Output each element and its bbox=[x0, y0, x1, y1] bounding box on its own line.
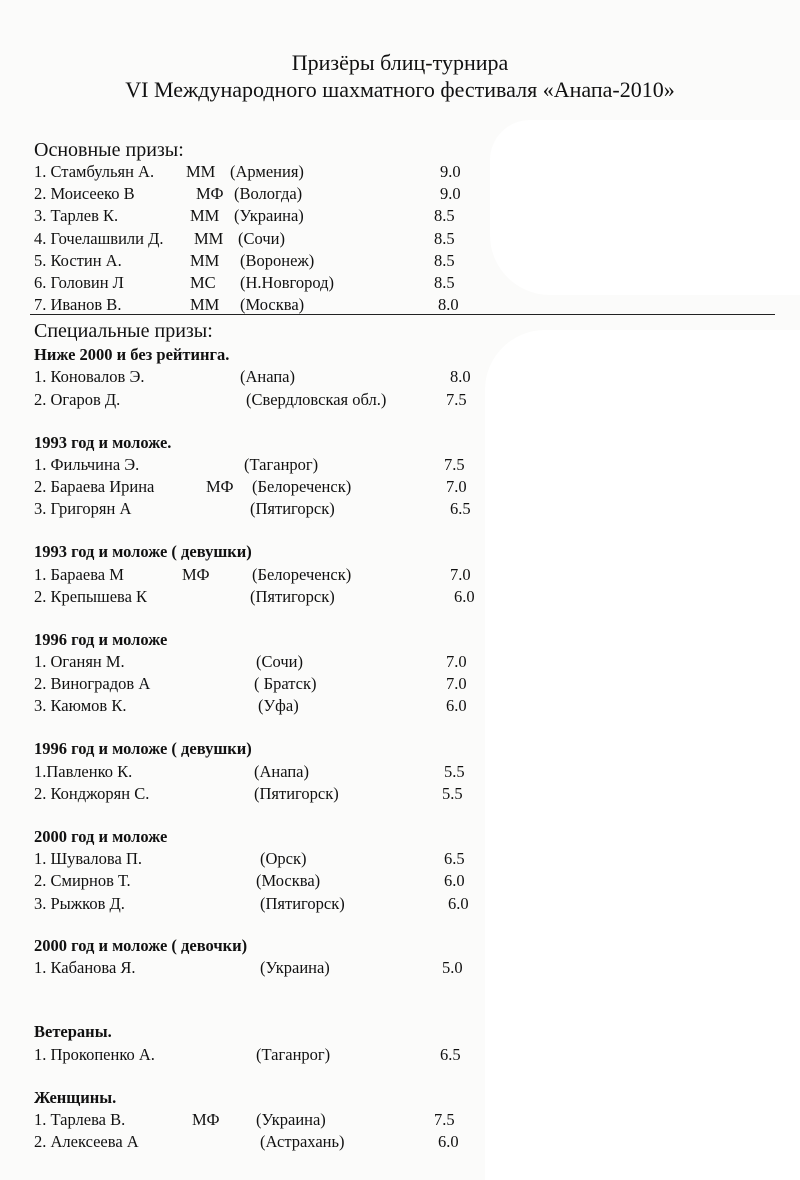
table-row bbox=[34, 673, 774, 695]
player-city: (Пятигорск) bbox=[250, 587, 335, 606]
table-row bbox=[34, 1131, 774, 1153]
player-name: 3. Каюмов К. bbox=[34, 696, 127, 715]
player-title: ММ bbox=[186, 162, 216, 181]
player-score: 8.0 bbox=[438, 295, 459, 314]
table-row bbox=[34, 161, 774, 183]
player-name: 2. Смирнов Т. bbox=[34, 871, 131, 890]
player-city: ( Братск) bbox=[254, 674, 317, 693]
player-name: 7. Иванов В. bbox=[34, 295, 122, 314]
player-city: (Свердловская обл.) bbox=[246, 390, 387, 409]
player-score: 7.5 bbox=[434, 1110, 455, 1129]
document-subtitle: VI Международного шахматного фестиваля «Анапа-2010» bbox=[125, 77, 675, 102]
player-title: МФ bbox=[192, 1110, 220, 1129]
player-city: (Белореченск) bbox=[252, 477, 352, 496]
player-title: ММ bbox=[194, 229, 224, 248]
player-city: (Украина) bbox=[260, 958, 330, 977]
table-row bbox=[34, 250, 774, 272]
player-title: ММ bbox=[190, 295, 220, 314]
table-row bbox=[34, 848, 774, 870]
table-row bbox=[34, 183, 774, 205]
table-row bbox=[34, 893, 774, 915]
player-name: 1. Стамбульян А. bbox=[34, 162, 155, 181]
player-city: (Белореченск) bbox=[252, 565, 352, 584]
player-city: (Армения) bbox=[230, 162, 304, 181]
player-name: 5. Костин А. bbox=[34, 251, 122, 270]
table-row bbox=[34, 366, 774, 388]
player-name: 2. Конджорян С. bbox=[34, 784, 150, 803]
player-title: МС bbox=[190, 273, 216, 292]
player-score: 6.0 bbox=[444, 871, 465, 890]
player-name: 1. Тарлева В. bbox=[34, 1110, 126, 1129]
player-name: 1. Шувалова П. bbox=[34, 849, 142, 868]
player-score: 6.5 bbox=[444, 849, 465, 868]
player-score: 8.5 bbox=[434, 206, 455, 225]
table-row bbox=[34, 761, 774, 783]
player-name: 1. Оганян М. bbox=[34, 652, 125, 671]
player-city: (Вологда) bbox=[234, 184, 303, 203]
player-score: 5.5 bbox=[444, 762, 465, 781]
table-row bbox=[34, 294, 774, 316]
player-title: МФ bbox=[206, 477, 234, 496]
player-name: 2. Крепышева К bbox=[34, 587, 148, 606]
category-heading: 1996 год и моложе bbox=[34, 630, 168, 649]
category-heading: 1993 год и моложе ( девушки) bbox=[34, 542, 252, 561]
player-score: 5.5 bbox=[442, 784, 463, 803]
player-name: 2. Огаров Д. bbox=[34, 390, 121, 409]
player-score: 9.0 bbox=[440, 184, 461, 203]
player-city: (Уфа) bbox=[258, 696, 299, 715]
player-city: (Москва) bbox=[240, 295, 305, 314]
document-title: Призёры блиц-турнира bbox=[291, 50, 509, 75]
player-score: 6.5 bbox=[450, 499, 471, 518]
table-row bbox=[34, 476, 774, 498]
player-name: 4. Гочелашвили Д. bbox=[34, 229, 164, 248]
player-score: 8.5 bbox=[434, 229, 455, 248]
player-city: (Н.Новгород) bbox=[240, 273, 335, 292]
player-score: 9.0 bbox=[440, 162, 461, 181]
category-heading: 1993 год и моложе. bbox=[34, 433, 172, 452]
section-divider bbox=[30, 314, 775, 315]
player-city: (Пятигорск) bbox=[250, 499, 335, 518]
main-prizes-heading: Основные призы: bbox=[34, 139, 184, 161]
player-title: ММ bbox=[190, 206, 220, 225]
player-name: 2. Бараева Ирина bbox=[34, 477, 155, 496]
player-city: (Украина) bbox=[234, 206, 304, 225]
player-name: 1.Павленко К. bbox=[34, 762, 133, 781]
player-city: (Пятигорск) bbox=[254, 784, 339, 803]
player-city: (Украина) bbox=[256, 1110, 326, 1129]
player-score: 8.5 bbox=[434, 273, 455, 292]
player-score: 7.5 bbox=[446, 390, 467, 409]
player-score: 6.0 bbox=[454, 587, 475, 606]
player-title: ММ bbox=[190, 251, 220, 270]
player-name: 2. Моисеeко В bbox=[34, 184, 135, 203]
category-heading: Ветераны. bbox=[34, 1022, 112, 1041]
player-title: МФ bbox=[196, 184, 224, 203]
table-row bbox=[34, 228, 774, 250]
player-name: 1. Бараева М bbox=[34, 565, 124, 584]
table-row bbox=[34, 1109, 774, 1131]
player-city: (Таганрог) bbox=[244, 455, 319, 474]
player-score: 7.0 bbox=[446, 652, 467, 671]
player-name: 6. Головин Л bbox=[34, 273, 124, 292]
player-name: 2. Алексеева А bbox=[34, 1132, 139, 1151]
player-score: 7.5 bbox=[444, 455, 465, 474]
player-city: (Сочи) bbox=[238, 229, 285, 248]
table-row bbox=[34, 695, 774, 717]
table-row bbox=[34, 957, 774, 979]
table-row bbox=[34, 205, 774, 227]
player-city: (Воронеж) bbox=[240, 251, 315, 270]
player-score: 7.0 bbox=[446, 674, 467, 693]
player-score: 7.0 bbox=[446, 477, 467, 496]
table-row bbox=[34, 651, 774, 673]
player-name: 3. Тарлев К. bbox=[34, 206, 119, 225]
category-heading: 2000 год и моложе bbox=[34, 827, 168, 846]
table-row bbox=[34, 498, 774, 520]
player-score: 8.5 bbox=[434, 251, 455, 270]
table-row bbox=[34, 586, 774, 608]
player-city: (Сочи) bbox=[256, 652, 303, 671]
player-city: (Орск) bbox=[260, 849, 307, 868]
player-name: 3. Григорян А bbox=[34, 499, 132, 518]
player-name: 2. Виноградов А bbox=[34, 674, 151, 693]
special-prizes-heading: Специальные призы: bbox=[34, 320, 213, 342]
player-score: 6.0 bbox=[438, 1132, 459, 1151]
player-score: 6.0 bbox=[446, 696, 467, 715]
table-row bbox=[34, 389, 774, 411]
player-name: 1. Прокопенко А. bbox=[34, 1045, 155, 1064]
player-name: 1. Кабанова Я. bbox=[34, 958, 136, 977]
player-score: 7.0 bbox=[450, 565, 471, 584]
player-title: МФ bbox=[182, 565, 210, 584]
player-city: (Таганрог) bbox=[256, 1045, 331, 1064]
table-row bbox=[34, 564, 774, 586]
table-row bbox=[34, 870, 774, 892]
player-city: (Пятигорск) bbox=[260, 894, 345, 913]
category-heading: 1996 год и моложе ( девушки) bbox=[34, 739, 252, 758]
player-name: 1. Фильчина Э. bbox=[34, 455, 140, 474]
category-heading: Ниже 2000 и без рейтинга. bbox=[34, 345, 230, 364]
player-score: 5.0 bbox=[442, 958, 463, 977]
player-score: 8.0 bbox=[450, 367, 471, 386]
player-city: (Москва) bbox=[256, 871, 321, 890]
category-heading: 2000 год и моложе ( девочки) bbox=[34, 936, 248, 955]
table-row bbox=[34, 783, 774, 805]
table-row bbox=[34, 454, 774, 476]
table-row bbox=[34, 272, 774, 294]
player-name: 1. Коновалов Э. bbox=[34, 367, 145, 386]
player-score: 6.5 bbox=[440, 1045, 461, 1064]
table-row bbox=[34, 1044, 774, 1066]
player-score: 6.0 bbox=[448, 894, 469, 913]
player-city: (Анапа) bbox=[240, 367, 295, 386]
player-city: (Астрахань) bbox=[260, 1132, 345, 1151]
player-city: (Анапа) bbox=[254, 762, 309, 781]
category-heading: Женщины. bbox=[34, 1088, 117, 1107]
player-name: 3. Рыжков Д. bbox=[34, 894, 125, 913]
